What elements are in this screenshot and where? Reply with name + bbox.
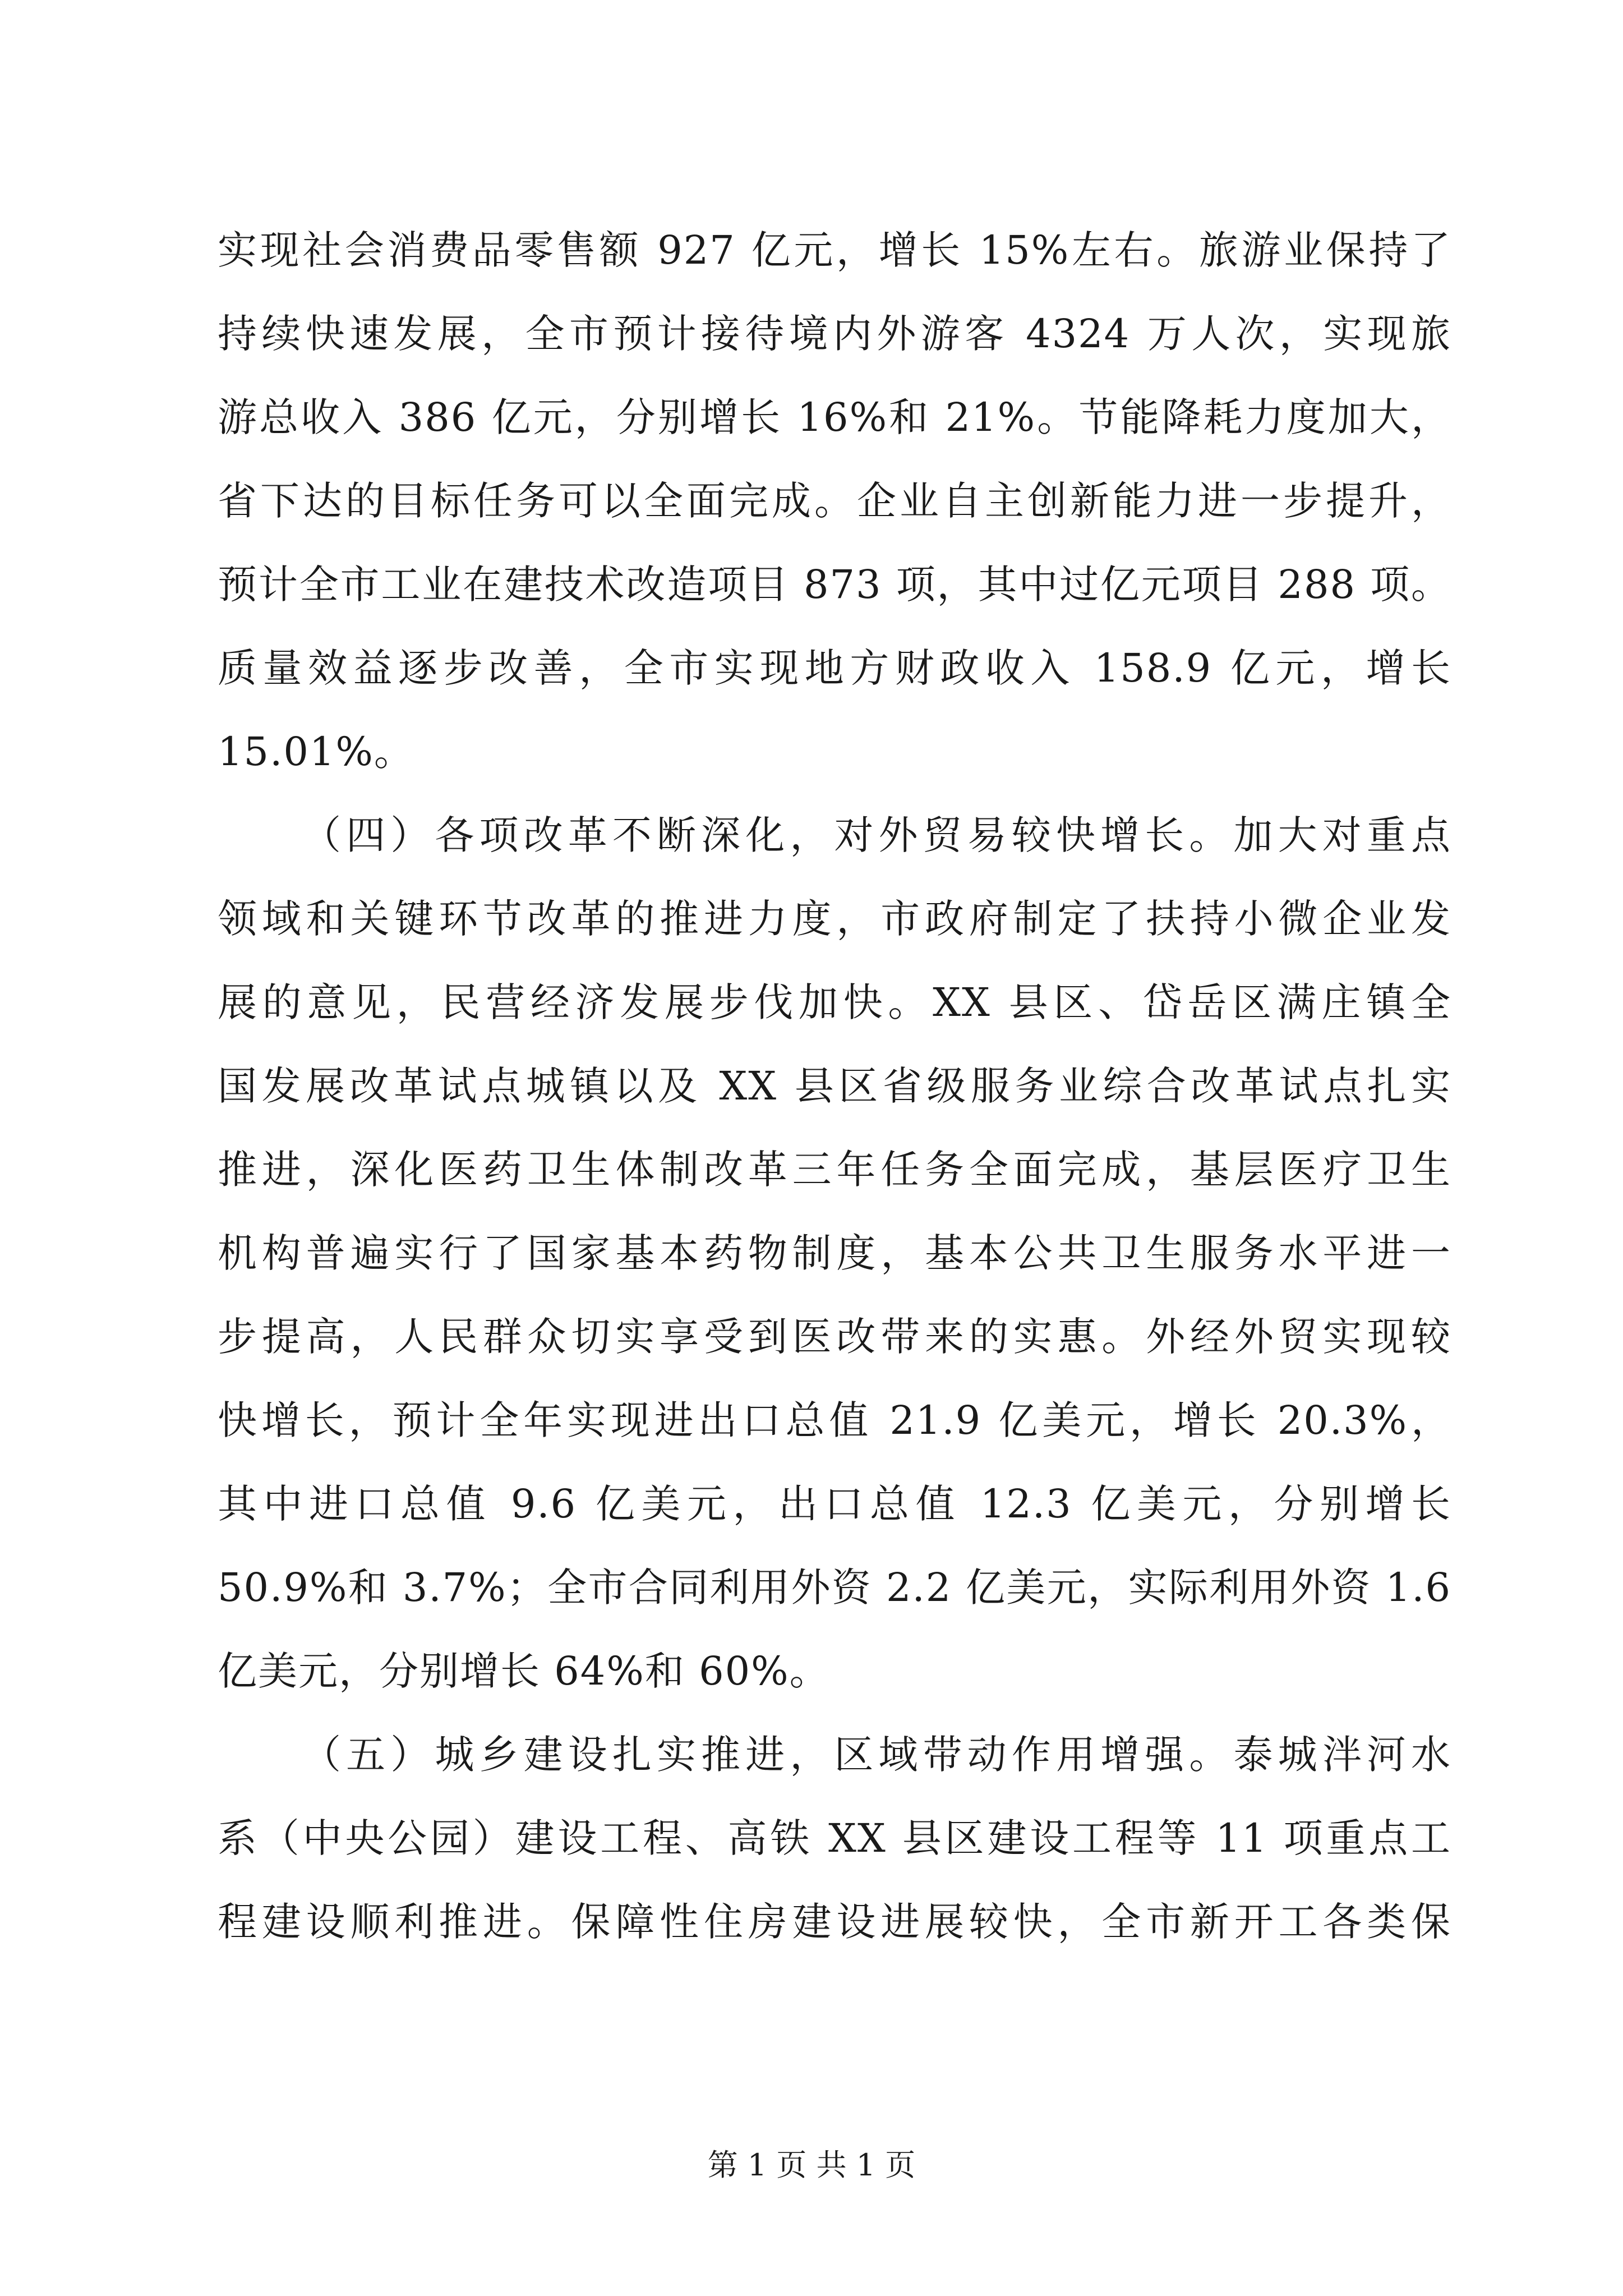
text-line: 领域和关键环节改革的推进力度，市政府制定了扶持小微企业发 (218, 896, 1451, 942)
section-heading-line: （四）各项改革不断深化，对外贸易较快增长。加大对重点 (302, 812, 1451, 858)
paragraph-2 (218, 794, 1451, 1713)
text-line: 其中进口总值 9.6 亿美元，出口总值 12.3 亿美元，分别增长 (218, 1481, 1451, 1527)
text-line: 推进，深化医药卫生体制改革三年任务全面完成，基层医疗卫生 (218, 1147, 1451, 1193)
page-number-label: 第 1 页 共 1 页 (707, 2147, 916, 2183)
text-line: 系（中央公园）建设工程、高铁 XX 县区建设工程等 11 项重点工 (218, 1815, 1451, 1861)
text-line: 游总收入 386 亿元，分别增长 16%和 21%。节能降耗力度加大， (218, 394, 1451, 440)
text-line: 省下达的目标任务可以全面完成。企业自主创新能力进一步提升， (218, 478, 1451, 524)
text-line: 机构普遍实行了国家基本药物制度，基本公共卫生服务水平进一 (218, 1230, 1451, 1276)
text-line: 质量效益逐步改善，全市实现地方财政收入 158.9 亿元，增长 (218, 645, 1451, 691)
document-body (218, 209, 1451, 1964)
page-footer (0, 2146, 1623, 2185)
text-line: 预计全市工业在建技术改造项目 873 项，其中过亿元项目 288 项。 (218, 562, 1451, 608)
paragraph-3 (218, 1713, 1451, 1964)
text-line: 持续快速发展，全市预计接待境内外游客 4324 万人次，实现旅 (218, 311, 1451, 357)
text-line: 50.9%和 3.7%；全市合同利用外资 2.2 亿美元，实际利用外资 1.6 (218, 1565, 1451, 1611)
text-line: 快增长，预计全年实现进出口总值 21.9 亿美元，增长 20.3%， (218, 1397, 1451, 1443)
text-line: 程建设顺利推进。保障性住房建设进展较快，全市新开工各类保 (218, 1899, 1451, 1945)
text-line: 15.01%。 (218, 729, 414, 775)
paragraph-1 (218, 209, 1451, 794)
text-line: 国发展改革试点城镇以及 XX 县区省级服务业综合改革试点扎实 (218, 1063, 1451, 1109)
text-line: 亿美元，分别增长 64%和 60%。 (218, 1648, 830, 1694)
section-heading-line: （五）城乡建设扎实推进，区域带动作用增强。泰城泮河水 (302, 1732, 1451, 1778)
text-line: 步提高，人民群众切实享受到医改带来的实惠。外经外贸实现较 (218, 1314, 1451, 1360)
text-line: 实现社会消费品零售额 927 亿元，增长 15%左右。旅游业保持了 (218, 227, 1451, 273)
text-line: 展的意见，民营经济发展步伐加快。XX 县区、岱岳区满庄镇全 (218, 979, 1451, 1025)
